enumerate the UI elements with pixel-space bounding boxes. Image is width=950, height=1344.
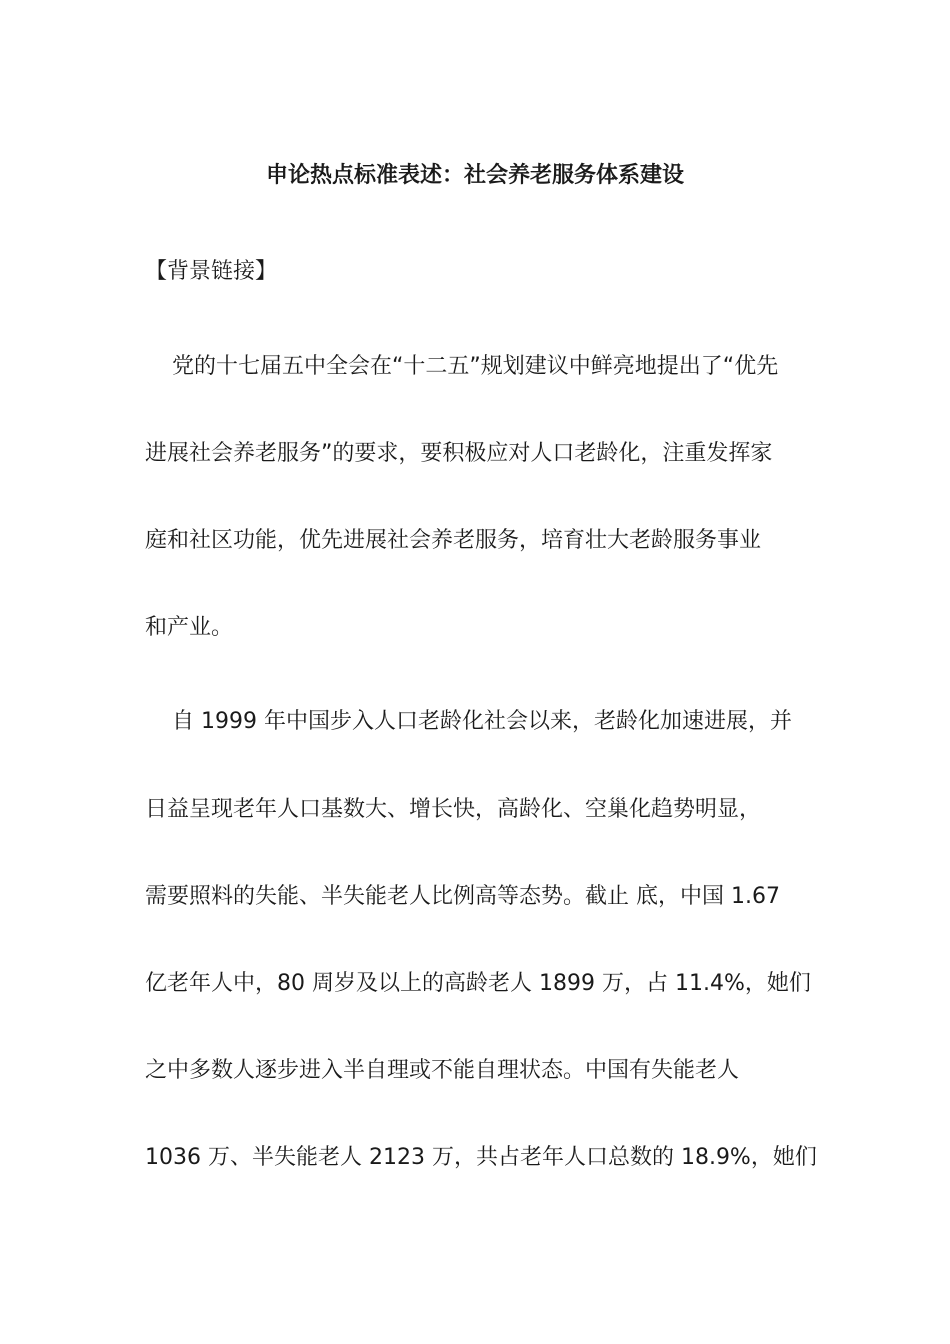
paragraph-line: 1036 万、半失能老人 2123 万，共占老年人口总数的 18.9%，她们 — [145, 1145, 817, 1170]
paragraph-line: 日益呈现老年人口基数大、增长快，高龄化、空巢化趋势明显， — [145, 797, 762, 822]
paragraph-line: 和产业。 — [145, 615, 234, 640]
document-title: 申论热点标准表述：社会养老服务体系建设 — [265, 163, 684, 188]
paragraph-line: 庭和社区功能，优先进展社会养老服务，培育壮大老龄服务事业 — [145, 528, 762, 553]
paragraph-line: 需要照料的失能、半失能老人比例高等态势。截止 底，中国 1.67 — [145, 884, 780, 909]
section-label-background: 【背景链接】 — [145, 259, 278, 284]
paragraph-line: 之中多数人逐步进入半自理或不能自理状态。中国有失能老人 — [145, 1058, 740, 1083]
paragraph-line: 党的十七届五中全会在“十二五”规划建议中鲜亮地提出了“优先 — [172, 354, 779, 379]
paragraph-line: 进展社会养老服务”的要求，要积极应对人口老龄化，注重发挥家 — [145, 441, 773, 466]
paragraph-line: 自 1999 年中国步入人口老龄化社会以来，老龄化加速进展，并 — [172, 709, 792, 734]
paragraph-line: 亿老年人中，80 周岁及以上的高龄老人 1899 万，占 11.4%，她们 — [145, 971, 811, 996]
